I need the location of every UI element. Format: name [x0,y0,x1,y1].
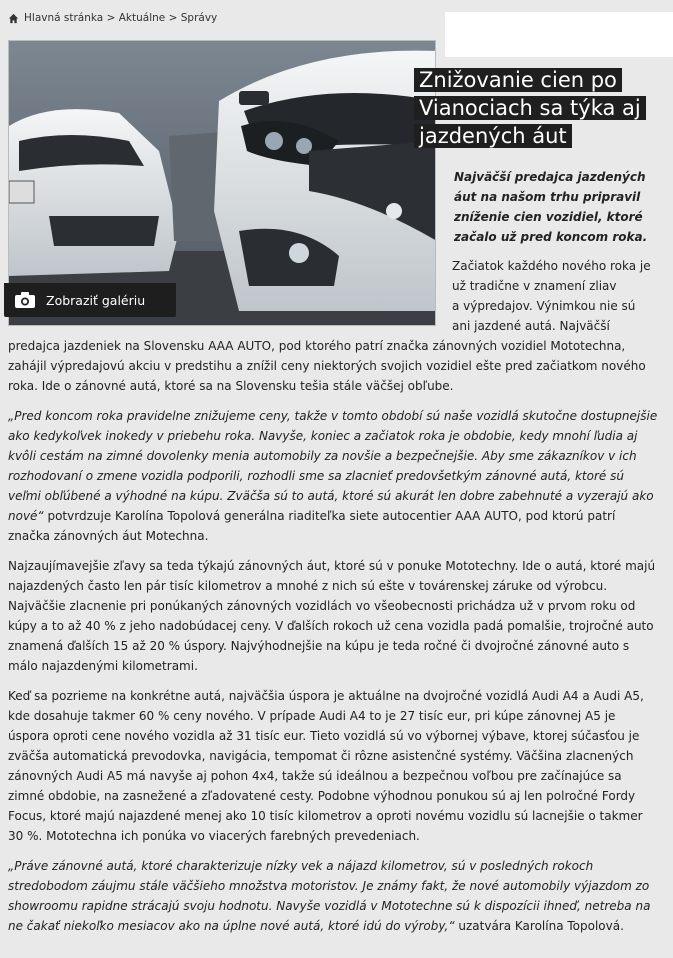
breadcrumb-home-link[interactable]: Hlavná stránka [24,12,104,24]
header-ad-area [445,12,673,57]
quote-attribution: potvrdzuje Karolína Topolová generálna riaditeľka siete autocentier AAA AUTO, pod ktorú patrí značka zánovných áut Motechna. [8,509,616,543]
side-line: už tradične v znamení zliav [452,279,617,293]
show-gallery-label: Zobraziť galériu [46,292,146,308]
article-perex: Najväčší predajca jazdených áut na našom trhu pripravil zníženie cien vozidiel, ktoré začalo už pred koncom roka. [454,170,648,244]
article-title: Znižovanie cien po Vianociach sa týka aj jazdených áut [414,66,664,150]
breadcrumb-separator: > [106,12,116,24]
quote-text: „Pred koncom roka pravidelne znižujeme ceny, takže v tomto období sú naše vozidlá skutočne dostupnejšie ako kedykoľvek inokedy v priebehu roka. Navyše, koniec a začiatok roka je obdobie, kedy mnohí ľudia aj kvôli cestám na zimné dovolenky menia automobily za novšie a bezpečnejšie. Aby sme zákazníkov v ich rozhodovaní o zmene vozidla podporili, rozhodli sme sa zlacnieť predovšetkým zánovné autá, ktoré sú veľmi obľúbené a výhodné na kúpu. Zväčša sú to autá, ktoré sú akurát len dobre zabehnuté a vyzerajú ako nové“ [8,409,658,523]
quote-text: „Práve zánovné autá, ktoré charakterizuje nízky vek a nájazd kilometrov, sú v posledných rokoch stredobodom záujmu stále väčšieho množstva motoristov. Je známy fakt, že nové automobily výjazdom zo showroomu rapidne strácajú svoju hodnotu. Navyše vozidlá v Mototechne sú k dispozícii ihneď, netreba na ne čakať niekoľko mesiacov ako na úplne nové autá, ktoré idú do výroby,“ [8,859,651,933]
quote-attribution: uzatvára Karolína Topolová. [454,919,624,933]
side-line: Začiatok každého nového roka je [452,259,651,273]
paragraph-side-lines [8,256,660,336]
breadcrumb-reports-link[interactable]: Správy [180,12,218,24]
breadcrumb [8,12,217,24]
article-paragraph: Najzaujímavejšie zľavy sa teda týkajú zánovných áut, ktoré sú v ponuke Mototechny. Ide o autá, ktoré majú najazdených často len pár tisíc kilometrov a mnohé z nich sú ešte v továrenskej záruke od výrobcu. Najväčšie zlacnenie pri ponúkaných zánovných vozidlách vo všeobecnosti prichádza už v prvom roku od kúpy a to až 40 % z jeho nadobúdacej ceny. V ďalších rokoch už cena vozidla padá pomalšie, trojročné auto znamená ďalších 15 až 20 % úspory. Najvýhodnejšie na kúpu je teda ročné či dvojročné zánovné auto s málo najazdenými kilometrami. [8,559,656,673]
quote-paragraph [8,856,660,936]
article-paragraph: Keď sa pozrieme na konkrétne autá, najväčšia úspora je aktuálne na dvojročné vozidlá Audi A4 a Audi A5, kde dosahuje takmer 60 % ceny nového. V prípade Audi A4 to je 27 tisíc eur, pri kúpe zánovnej A5 je úspora oproti cene nového vozidla až 31 tisíc eur. Tieto vozidlá sú vo výbornej výbave, ktorej súčasťou je zväčša automatická prevodovka, navigácia, tempomat či rôzne asistenčné systémy. Väčšina zlacnených zánovných Audi A5 má navyše aj pohon 4x4, takže sú ideálnou a bezpečnou voľbou pre začínajúce sa zimné obdobie, na zasnežené a zľadovatené cesty. Podobne výhodnou ponukou sú aj len polročné Fordy Focus, ktoré majú najazdené menej ako 10 tisíc kilometrov a oproti novému vozidlu sú lacnejšie o takmer 30 %. Mototechna ich ponúka vo viacerých farebných prevedeniach. [8,689,644,843]
article-body [8,256,660,946]
breadcrumb-separator: > [168,12,178,24]
article-paragraph [8,256,660,396]
home-icon[interactable] [8,13,19,24]
side-line: a výpredajov. Výnimkou nie sú [452,299,636,313]
quote-paragraph [8,406,660,546]
side-line: ani jazdené autá. Najväčší [452,319,610,333]
breadcrumb-news-link[interactable]: Aktuálne [118,12,166,24]
paragraph-rest: predajca jazdeniek na Slovensku AAA AUTO, pod ktorého patrí značka zánovných vozidiel Mototechna, zahájil výpredajovú akciu v predstihu a znížil ceny niektorých svojich vozidiel ešte pred začiatkom nového roka. Ide o zánovné autá, ktoré sa na Slovensku tešia stále väčšej obľube. [8,339,646,393]
